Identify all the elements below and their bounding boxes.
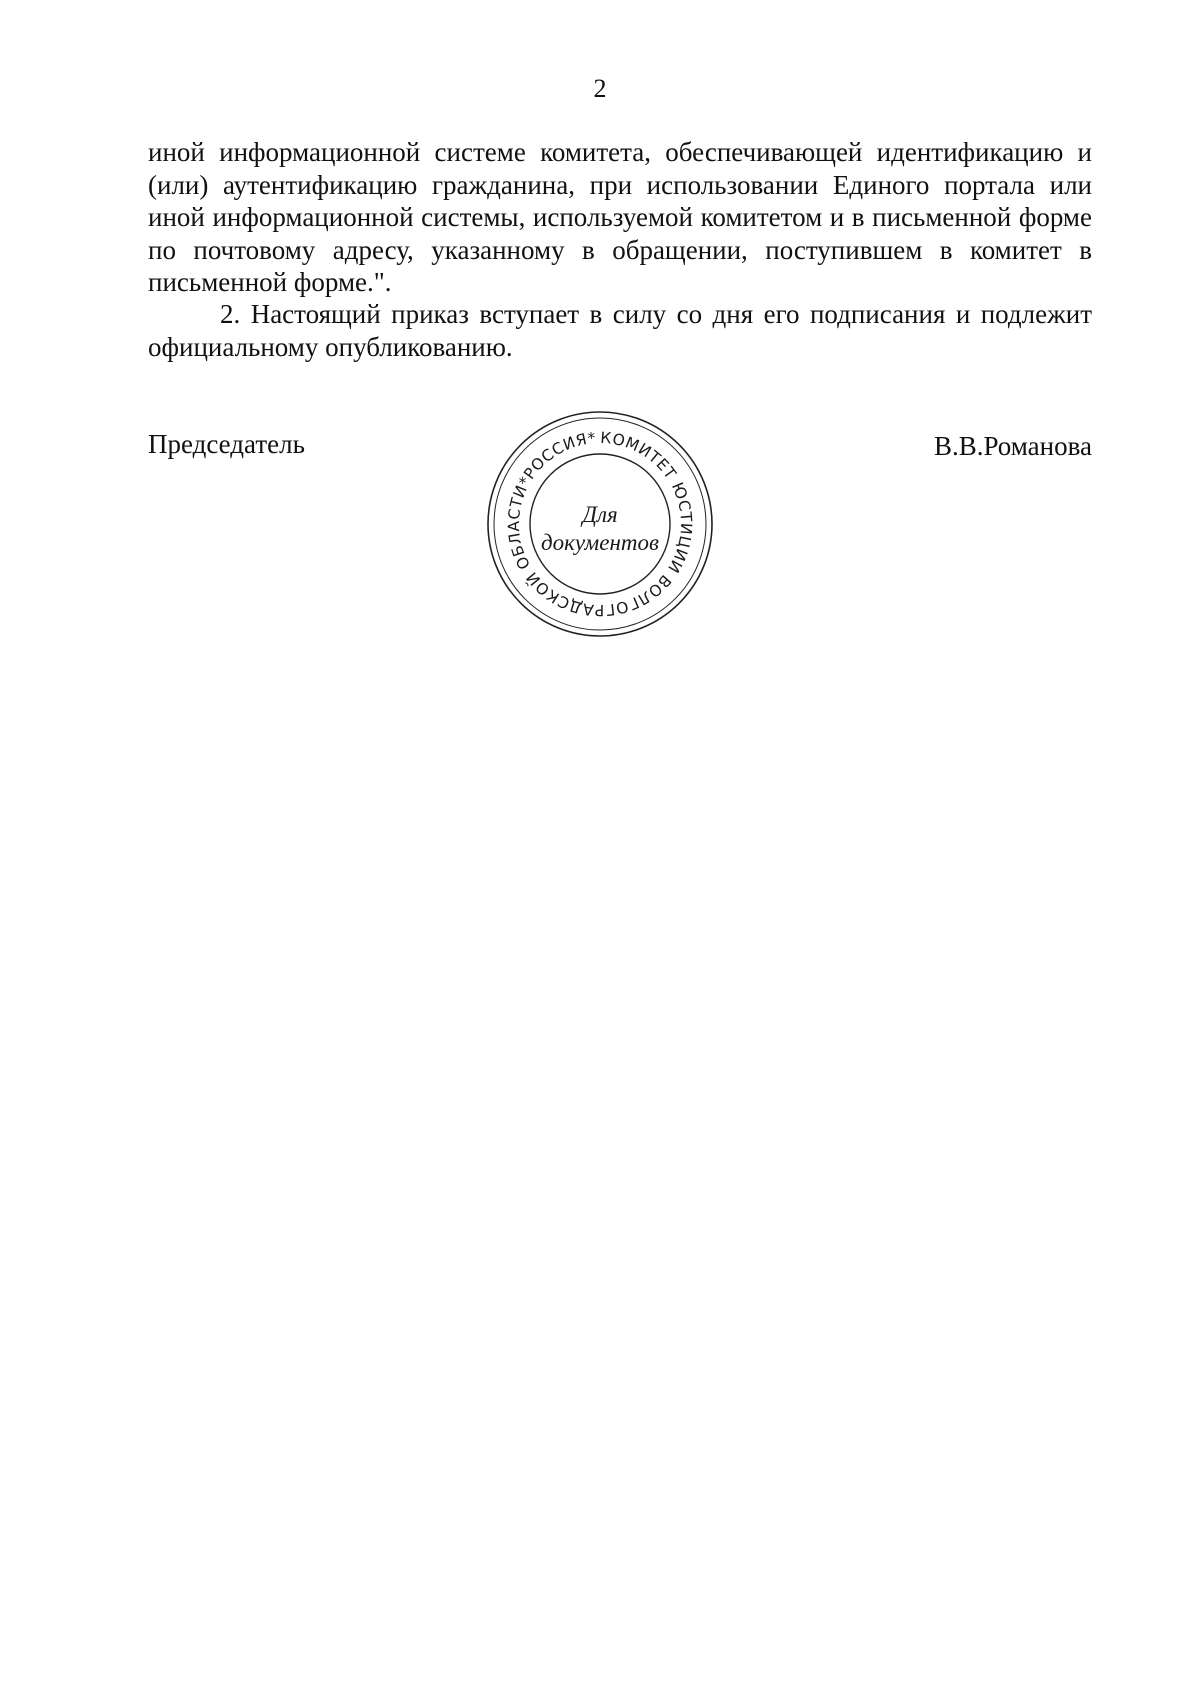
seal-graphic	[484, 408, 716, 640]
page-number: 2	[593, 74, 607, 103]
official-seal	[484, 408, 716, 640]
seal-center-line-1: Для	[582, 502, 618, 527]
seal-ring-text-path: КОМИТЕТ ЮСТИЦИИ ВОЛГОГРАДСКОЙ ОБЛАСТИ*РОССИЯ*	[504, 428, 696, 620]
paragraph-continuation: иной информационной системе комитета, обеспечивающей идентификацию и (или) аутентификацию гражданина, при использовании Единого портала или иной информационной системы, используемой комитетом и в письменной форме по почтовому адресу, указанному в обращении, поступившем в комитет в письменной форме.".	[148, 137, 1092, 297]
paragraph-effective-date: 2. Настоящий приказ вступает в силу со дня его подписания и подлежит официальному опубликованию.	[148, 299, 1092, 362]
signer-name: В.В.Романова	[933, 431, 1092, 461]
seal-center-line-2: документов	[541, 530, 659, 555]
signer-title: Председатель	[148, 429, 305, 459]
